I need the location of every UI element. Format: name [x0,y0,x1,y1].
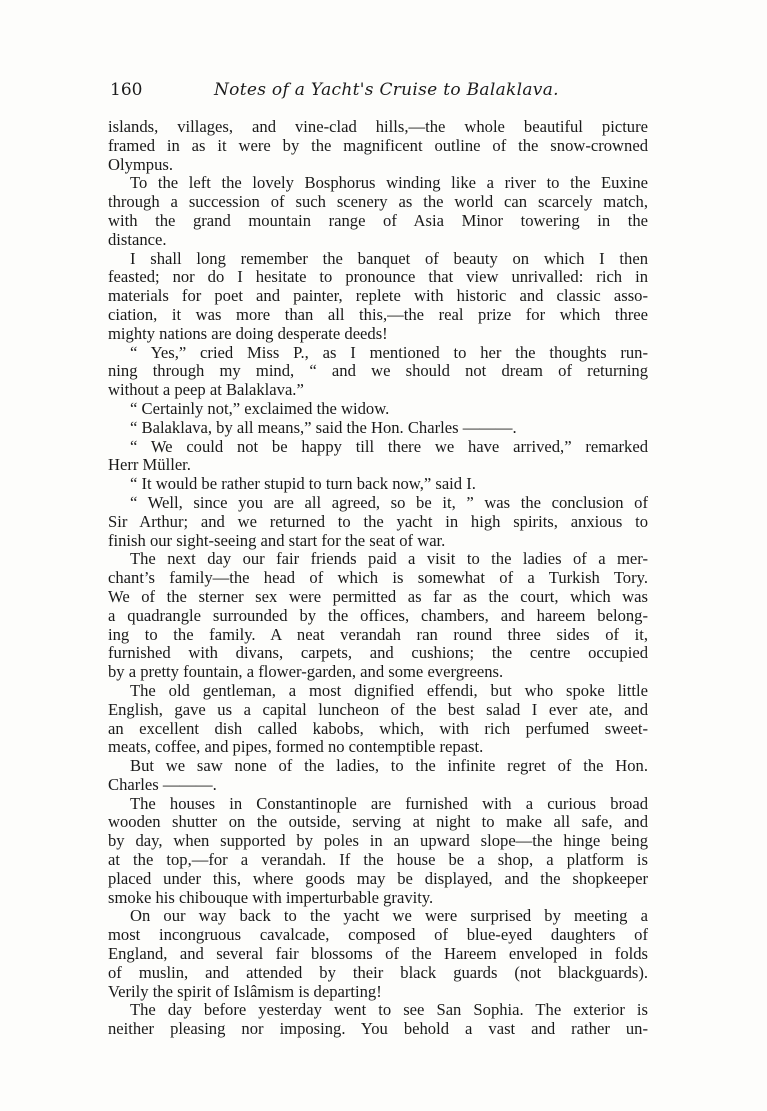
text-line: The old gentleman, a most dignified effendi, but who spoke little [130,680,648,700]
text-line: an excellent dish called kabobs, which, with rich perfumed sweet- [108,718,648,738]
text-line: “ We could not be happy till there we have arrived,” remarked [130,436,648,456]
text-line: We of the sterner sex were permitted as far as the court, which was [108,586,648,606]
text-line: ciation, it was more than all this,—the real prize for which three [108,304,648,324]
text-line: feasted; nor do I hesitate to pronounce that view unrivalled: rich in [108,267,648,287]
text-line: ing to the family. A neat verandah ran round three sides of it, [108,624,648,644]
text-line: chant’s family—the head of which is somewhat of a Turkish Tory. [108,568,648,588]
text-line: islands, villages, and vine-clad hills,—the whole beautiful picture [108,117,648,136]
text-line: furnished with divans, carpets, and cushions; the centre occupied [108,643,648,663]
text-line: at the top,—for a verandah. If the house be a shop, a platform is [108,850,648,870]
text-line: Herr Müller. [108,455,191,475]
text-line: wooden shutter on the outside, serving at night to make all safe, and [108,812,648,832]
text-line: distance. [108,229,167,249]
text-line: Sir Arthur; and we returned to the yacht in high spirits, anxious to [108,511,648,531]
text-line: Verily the spirit of Islâmism is departing! [108,981,382,1001]
text-line: I shall long remember the banquet of beauty on which I then [130,248,648,268]
text-line: materials for poet and painter, replete with historic and classic asso- [108,286,648,306]
page-number: 160 [110,80,143,100]
text-line: But we saw none of the ladies, to the infinite regret of the Hon. [130,756,648,776]
text-line: of muslin, and attended by their black guards (not blackguards). [108,962,648,982]
text-line: by day, when supported by poles in an upward slope—the hinge being [108,831,648,851]
body-text [108,118,648,1039]
text-line: To the left the lovely Bosphorus winding like a river to the Euxine [130,173,648,193]
text-line: On our way back to the yacht we were surprised by meeting a [130,906,648,926]
running-head [110,80,650,104]
text-line: placed under this, where goods may be displayed, and the shopkeeper [108,868,648,888]
text-line: by a pretty fountain, a flower-garden, and some evergreens. [108,662,504,682]
running-title: Notes of a Yacht's Cruise to Balaklava. [214,80,559,100]
text-line: neither pleasing nor imposing. You behold a vast and rather un- [108,1019,648,1039]
text-line: smoke his chibouque with imperturbable gravity. [108,887,434,907]
text-line: “ Yes,” cried Miss P., as I mentioned to her the thoughts run- [130,342,648,362]
text-line: The day before yesterday went to see San Sophia. The exterior is [130,1000,648,1020]
text-line: “ Well, since you are all agreed, so be it, ” was the conclusion of [130,492,648,512]
text-line: “ Certainly not,” exclaimed the widow. [130,398,390,418]
text-line: The next day our fair friends paid a visit to the ladies of a mer- [130,549,648,569]
text-line: English, gave us a capital luncheon of the best salad I ever ate, and [108,699,648,719]
text-line: The houses in Constantinople are furnished with a curious broad [130,793,648,813]
text-line: Charles ———. [108,774,217,794]
text-line: a quadrangle surrounded by the offices, chambers, and hareem belong- [108,605,648,625]
text-line: “ Balaklava, by all means,” said the Hon. Charles ———. [130,417,517,437]
text-line: finish our sight-seeing and start for the seat of war. [108,530,446,550]
text-line: England, and several fair blossoms of the Hareem enveloped in folds [108,944,648,964]
text-line: “ It would be rather stupid to turn back now,” said I. [130,474,476,494]
text-line: meats, coffee, and pipes, formed no contemptible repast. [108,737,484,757]
text-line: framed in as it were by the magnificent outline of the snow-crowned [108,135,648,155]
text-line: through a succession of such scenery as the world can scarcely match, [108,192,648,212]
text-line: without a peep at Balaklava.” [108,380,304,400]
text-line: mighty nations are doing desperate deeds! [108,323,388,343]
text-line: Olympus. [108,154,173,174]
text-line: most incongruous cavalcade, composed of blue-eyed daughters of [108,925,648,945]
text-line: ning through my mind, “ and we should not dream of returning [108,361,648,381]
text-line: with the grand mountain range of Asia Minor towering in the [108,210,648,230]
